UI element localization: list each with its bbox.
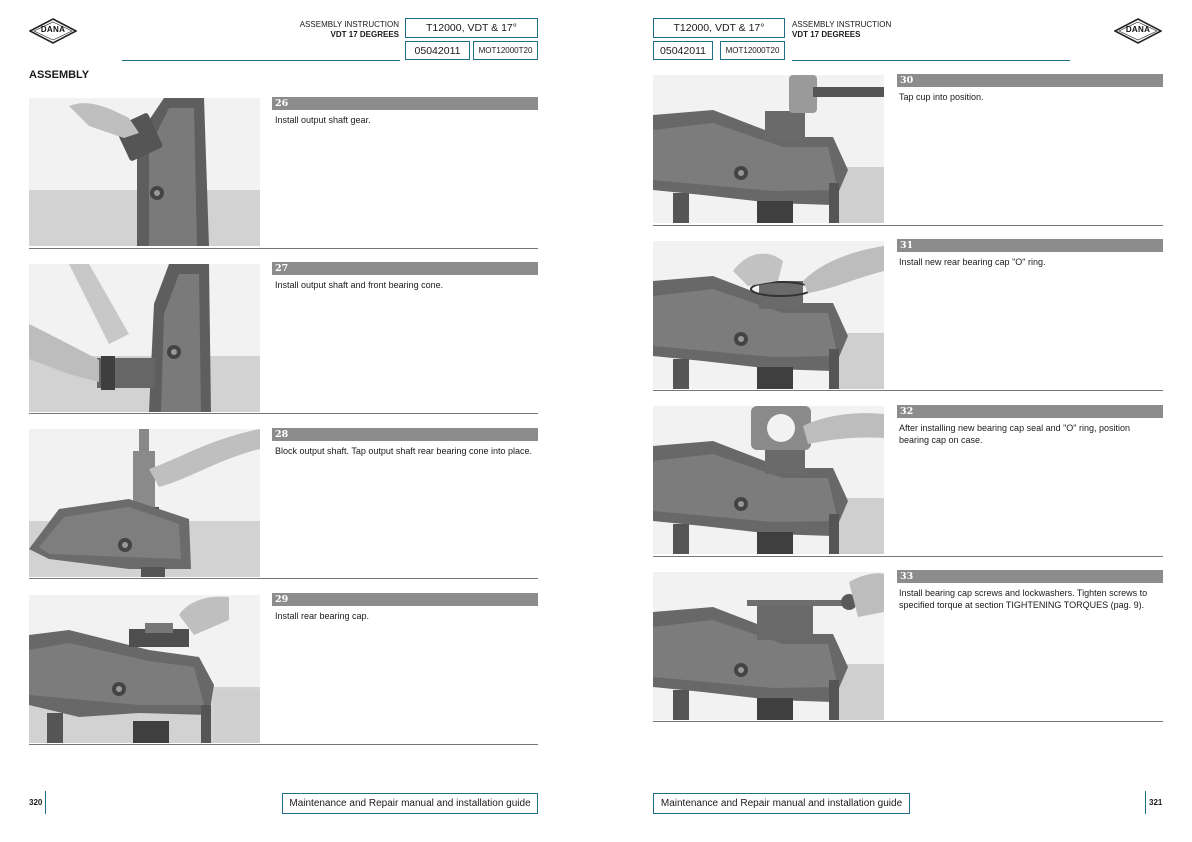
step-31-text: Install new rear bearing cap "O" ring. xyxy=(899,257,1046,267)
date-code-box: 05042011 xyxy=(405,41,470,60)
step-33-rule xyxy=(653,721,1163,722)
rear-bearing-cap-photo xyxy=(29,595,260,743)
step-26-text: Install output shaft gear. xyxy=(275,115,371,125)
step-32-text: After installing new bearing cap seal and "O" ring, position bearing cap on case. xyxy=(899,423,1131,445)
output-shaft-bearing-photo xyxy=(29,264,260,412)
model-box: T12000, VDT & 17° xyxy=(653,18,785,38)
step-27-number: 27 xyxy=(272,262,538,275)
rear-bearing-cone-photo xyxy=(29,429,260,577)
page-number: 321 xyxy=(1149,798,1163,807)
step-27-text: Install output shaft and front bearing cone. xyxy=(275,280,444,290)
footer-title: Maintenance and Repair manual and installation guide xyxy=(282,793,538,814)
step-30-number: 30 xyxy=(897,74,1163,87)
footer-title: Maintenance and Repair manual and installation guide xyxy=(653,793,910,814)
step-29-number: 29 xyxy=(272,593,538,606)
step-28-number: 28 xyxy=(272,428,538,441)
header-instruction-label xyxy=(299,20,399,40)
dana-logo xyxy=(1114,18,1162,44)
tap-cup-photo xyxy=(653,75,884,223)
step-27-rule xyxy=(29,413,538,414)
step-33-number: 33 xyxy=(897,570,1163,583)
step-28-rule xyxy=(29,578,538,579)
instruction-line-1: ASSEMBLY INSTRUCTION xyxy=(299,20,399,29)
output-shaft-gear-photo xyxy=(29,98,260,246)
step-30-text: Tap cup into position. xyxy=(899,92,984,102)
step-26-number: 26 xyxy=(272,97,538,110)
page-number-divider xyxy=(1145,791,1146,814)
step-30-rule xyxy=(653,225,1163,226)
header-instruction-label xyxy=(792,20,902,40)
step-31-rule xyxy=(653,390,1163,391)
step-32-rule xyxy=(653,556,1163,557)
torque-screws-photo xyxy=(653,572,884,720)
bearing-cap-position-photo xyxy=(653,406,884,554)
step-26-rule xyxy=(29,248,538,249)
step-29-text: Install rear bearing cap. xyxy=(275,611,370,621)
page-number-divider xyxy=(45,791,46,814)
step-29-rule xyxy=(29,744,538,745)
page-number: 320 xyxy=(29,798,43,807)
doc-code-box: MOT12000T20 xyxy=(720,41,785,60)
logo-text: DANA xyxy=(1125,25,1151,34)
step-31-number: 31 xyxy=(897,239,1163,252)
date-code-box: 05042011 xyxy=(653,41,713,60)
o-ring-photo xyxy=(653,241,884,389)
model-box: T12000, VDT & 17° xyxy=(405,18,538,38)
instruction-line-2: VDT 17 DEGREES xyxy=(792,30,861,39)
step-33-text: Install bearing cap screws and lockwashers. Tighten screws to specified torque at section TIGHTENING TORQUES (pag. 9). xyxy=(899,588,1148,610)
header-rule xyxy=(792,60,1070,61)
logo-text: DANA xyxy=(40,25,66,34)
doc-code-box: MOT12000T20 xyxy=(473,41,538,60)
dana-logo xyxy=(29,18,77,44)
section-title: ASSEMBLY xyxy=(29,69,90,81)
step-28-text: Block output shaft. Tap output shaft rear bearing cone into place. xyxy=(275,446,533,456)
step-32-number: 32 xyxy=(897,405,1163,418)
header-rule xyxy=(122,60,400,61)
right-page xyxy=(596,0,1192,842)
instruction-line-1: ASSEMBLY INSTRUCTION xyxy=(792,20,892,29)
instruction-line-2: VDT 17 DEGREES xyxy=(330,30,399,39)
